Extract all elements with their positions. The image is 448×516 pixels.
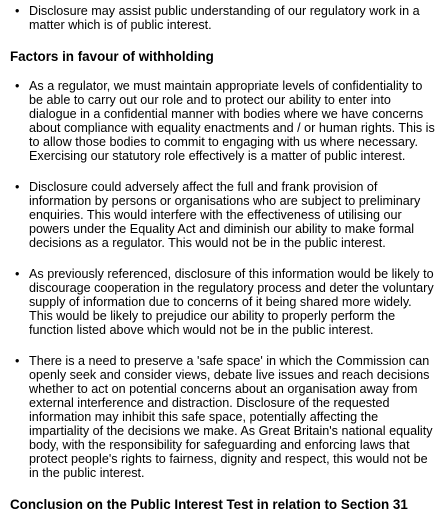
bullet-text: Disclosure may assist public understanding of our regulatory work in a matter which is of public interest. (29, 4, 420, 32)
bullet-text: As previously referenced, disclosure of this information would be likely to discourage cooperation in the regulatory process and deter the voluntary supply of information due to concerns of it being shared more widely. This would be likely to prejudice our ability to properly perform the function listed above which would not be in the public interest. (29, 267, 434, 337)
bullet-public-understanding (10, 4, 438, 32)
bullet-marker: • (15, 79, 20, 93)
bullet-marker: • (15, 354, 20, 368)
bullet-frank-provision (10, 180, 438, 250)
bullet-safe-space (10, 354, 438, 480)
bullet-discourage-cooperation (10, 267, 438, 337)
heading-conclusion-section-31: Conclusion on the Public Interest Test in relation to Section 31 (10, 497, 408, 512)
bullet-marker: • (15, 267, 20, 281)
bullet-marker: • (15, 4, 20, 18)
bullet-confidentiality (10, 79, 438, 163)
heading-factors-withholding: Factors in favour of withholding (10, 49, 214, 64)
bullet-text: There is a need to preserve a 'safe space' in which the Commission can openly seek and consider views, debate live issues and reach decisions whether to act on potential concerns about an organisation away from external interference and distraction. Disclosure of the requested information may inhibit this safe space, potentially affecting the impartiality of the decisions we make. As Great Britain's national equality body, with the responsibility for safeguarding and enforcing laws that protect people's rights to fairness, dignity and respect, this would not be in the public interest. (29, 354, 433, 480)
bullet-marker: • (15, 180, 20, 194)
bullet-text: Disclosure could adversely affect the full and frank provision of information by persons or organisations who are subject to preliminary enquiries. This would interfere with the effectiveness of utilising our powers under the Equality Act and diminish our ability to make formal decisions as a regulator. This would not be in the public interest. (29, 180, 421, 250)
bullet-text: As a regulator, we must maintain appropriate levels of confidentiality to be able to carry out our role and to protect our ability to enter into dialogue in a confidential manner with bodies where we have concerns about compliance with equality enactments and / or human rights. This is to allow those bodies to commit to engaging with us where necessary. Exercising our statutory role effectively is a matter of public interest. (29, 79, 435, 163)
